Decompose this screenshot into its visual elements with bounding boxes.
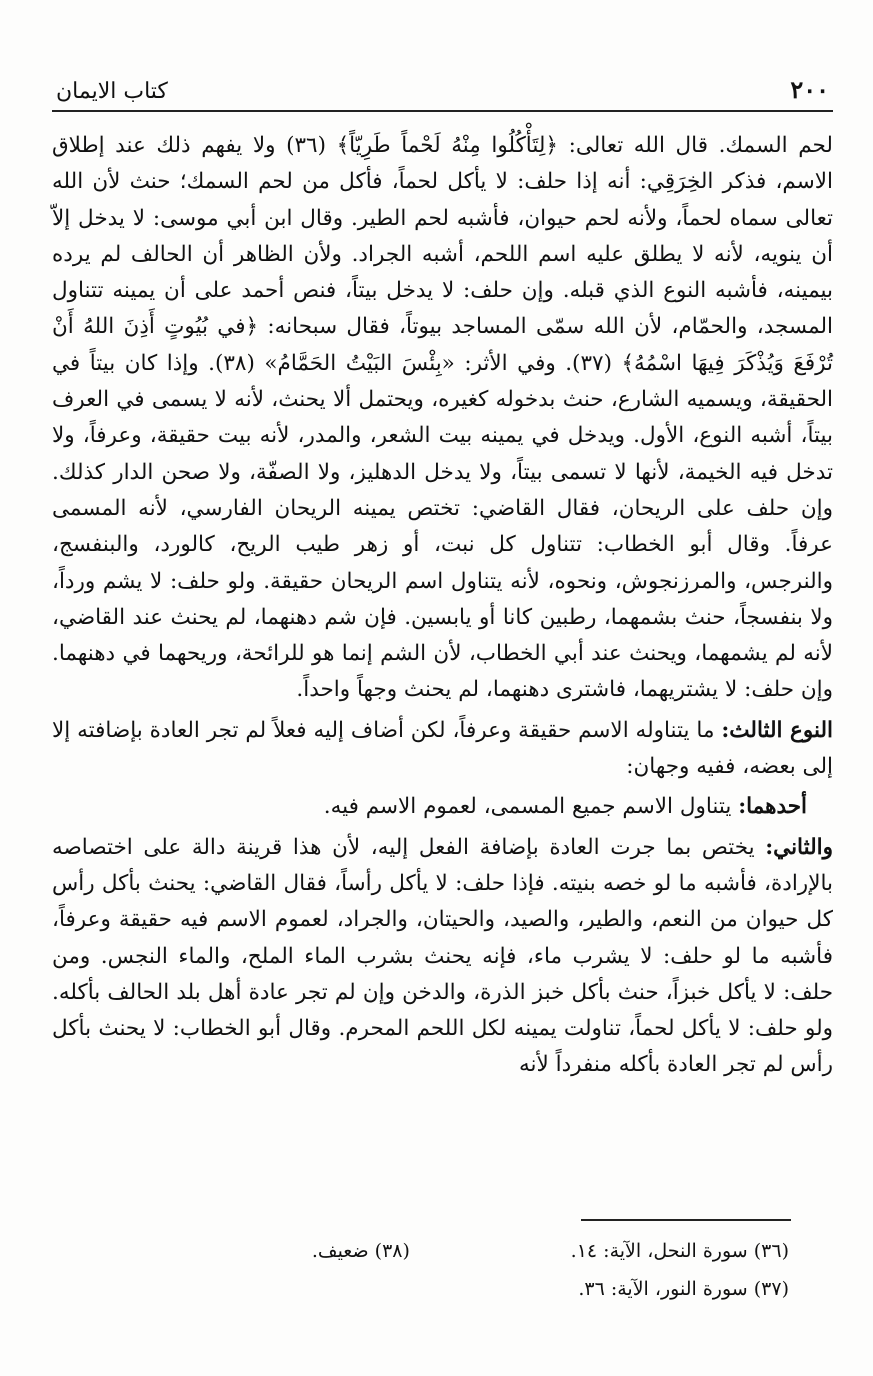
footnote-row (60, 1270, 789, 1308)
footnote-37: (٣٧) سورة النور، الآية: ٣٦. (578, 1278, 789, 1300)
page-body (52, 128, 833, 1084)
footnotes (60, 1232, 789, 1308)
page-number: ٢٠٠ (790, 75, 829, 104)
heading-third-type: النوع الثالث: (721, 717, 833, 743)
paragraph-second-view (52, 830, 833, 1084)
page-header (52, 60, 833, 112)
paragraph-third-type-text: ما يتناوله الاسم حقيقة وعرفاً، لكن أضاف إليه فعلاً لم تجر العادة بإضافته إلا إلى بعضه، ففيه وجهان: (52, 717, 833, 780)
heading-first-view: أحدهما: (738, 794, 807, 820)
paragraph-first-view (52, 789, 833, 825)
heading-second-view: والثاني: (765, 834, 834, 860)
paragraph-third-type (52, 713, 833, 786)
footnote-38: (٣٨) ضعيف. (311, 1240, 410, 1262)
footnote-36: (٣٦) سورة النحل، الآية: ١٤. (570, 1240, 789, 1262)
paragraph-second-view-text: يختص بما جرت العادة بإضافة الفعل إليه، لأن هذا قرينة دالة على اختصاصه بالإرادة، فأشبه ما لو خصه بنيته. فإذا حلف: لا يأكل رأساً، فقال القاضي: يحنث بأكل رأس كل حيوان من النعم، والطير، والصيد، والحيتان، والجراد، لعموم الاسم فيه حقيقة وعرفاً، فأشبه ما لو حلف: لا يشرب ماء، فإنه يحنث بشرب الماء الملح، والماء النجس. ومن حلف: لا يأكل خبزاً، حنث بأكل خبز الذرة، والدخن وإن لم تجر عادة أهل بلد الحالف بأكله. ولو حلف: لا يأكل لحماً، تناولت يمينه لكل اللحم المحرم. وقال أبو الخطاب: لا يحنث بأكل رأس لم تجر العادة بأكله منفرداً لأنه (52, 834, 833, 1078)
footnote-row (60, 1232, 789, 1270)
running-title: كتاب الايمان (56, 79, 168, 104)
paragraph-first-view-text: يتناول الاسم جميع المسمى، لعموم الاسم فيه. (323, 794, 732, 820)
footnote-divider (581, 1219, 791, 1221)
paragraph-main: لحم السمك. قال الله تعالى: ﴿لِتَأْكُلُوا مِنْهُ لَحْماً طَرِيّاً﴾ (٣٦) ولا يفهم ذلك عند إطلاق الاسم، فذكر الخِرَقِي: أنه إذا حلف: لا يأكل لحماً، فأكل من لحم السمك؛ حنث لأن الله تعالى سماه لحماً، ولأنه لحم حيوان، فأشبه لحم الطير. وقال ابن أبي موسى: لا يدخل إلاّ أن ينويه، لأنه لا يطلق عليه اسم اللحم، أشبه الجراد. ولأن الظاهر أن الحالف لم يرده بيمينه، فأشبه النوع الذي قبله. وإن حلف: لا يدخل بيتاً، فنص أحمد على أن يمينه تتناول المسجد، والحمّام، لأن الله سمّى المساجد بيوتاً، فقال سبحانه: ﴿في بُيُوتٍ أَذِنَ اللهُ أَنْ تُرْفَعَ وَيُذْكَرَ فِيهَا اسْمُهُ﴾ (٣٧). وفي الأثر: «بِئْسَ البَيْتُ الحَمَّامُ» (٣٨). وإذا كان بيتاً في الحقيقة، ويسميه الشارع، حنث بدخوله كغيره، ويحتمل ألا يحنث، لأنه لا يسمى في العرف بيتاً، أشبه النوع، الأول. ويدخل في يمينه بيت الشعر، والمدر، لأنه بيت حقيقة، وعرفاً، ولا تدخل فيه الخيمة، لأنها لا تسمى بيتاً، ولا يدخل الدهليز، ولا الصفّة، ولا صحن الدار كذلك. وإن حلف على الريحان، فقال القاضي: تختص يمينه الريحان الفارسي، لأنه المسمى عرفاً. وقال أبو الخطاب: تتناول كل نبت، أو زهر طيب الريح، كالورد، والبنفسج، والنرجس، والمرزنجوش، ونحوه، لأنه يتناول اسم الريحان حقيقة. ولو حلف: لا يشم ورداً، ولا بنفسجاً، حنث بشمهما، رطبين كانا أو يابسين. فإن شم دهنهما، لم يحنث عند القاضي، لأنه لم يشمهما، ويحنث عند أبي الخطاب، لأن الشم إنما هو للرائحة، وريحهما في دهنهما. وإن حلف: لا يشتريهما، فاشترى دهنهما، لم يحنث وجهاً واحداً. (52, 133, 833, 703)
